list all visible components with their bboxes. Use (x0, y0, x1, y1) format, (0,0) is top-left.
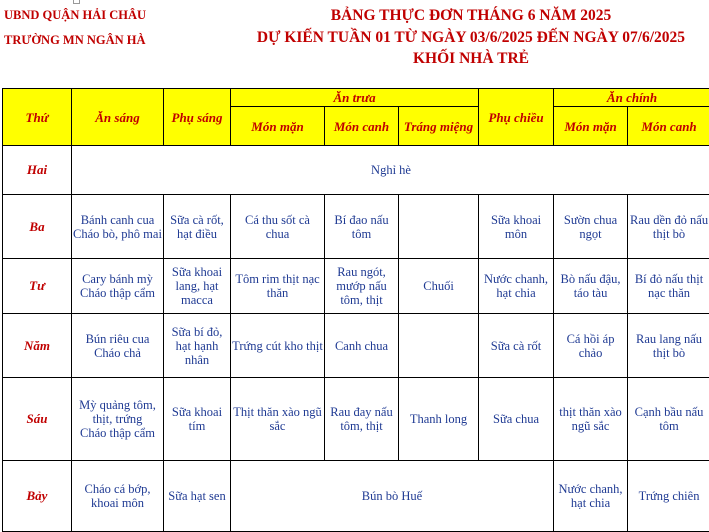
lunch-merged-cell: Bún bò Huế (231, 461, 554, 532)
afternoon-snack-cell: Sữa khoai môn (479, 195, 554, 259)
col-header-day: Thứ (3, 89, 72, 146)
breakfast-cell: Cary bánh mỳ Cháo thập cẩm (72, 259, 164, 314)
table-row-mon (3, 146, 709, 195)
menu-title: BẢNG THỰC ĐƠN THÁNG 6 NĂM 2025 (230, 7, 709, 25)
org-district: UBND QUẬN HẢI CHÂU (4, 8, 146, 23)
lunch-soup-cell: Bí đao nấu tôm (325, 195, 399, 259)
morning-snack-cell: Sữa khoai tím (164, 378, 231, 461)
dinner-soup-cell: Bí đỏ nấu thịt nạc thăn (628, 259, 709, 314)
menu-group: KHỐI NHÀ TRẺ (230, 50, 709, 68)
col-header-dinner-main: Món mặn (554, 107, 628, 146)
afternoon-snack-cell: Nước chanh, hạt chia (554, 461, 628, 532)
lunch-soup-cell: Canh chua (325, 314, 399, 378)
morning-snack-cell: Sữa hạt sen (164, 461, 231, 532)
afternoon-snack-cell: Sữa cà rốt (479, 314, 554, 378)
morning-snack-cell: Sữa khoai lang, hạt macca (164, 259, 231, 314)
col-header-breakfast: Ăn sáng (72, 89, 164, 146)
cursor-marker (73, 0, 80, 4)
dinner-soup-cell: Rau dền đỏ nấu thịt bò (628, 195, 709, 259)
col-header-dinner-soup: Món canh (628, 107, 709, 146)
dinner-main-cell: Trứng chiên (628, 461, 709, 532)
afternoon-snack-cell: Sữa chua (479, 378, 554, 461)
lunch-dessert-cell: Chuối (399, 259, 479, 314)
day-label: Ba (3, 195, 72, 259)
table-row-wed (3, 259, 709, 314)
dinner-main-cell: Cá hồi áp chảo (554, 314, 628, 378)
table-row-thu (3, 314, 709, 378)
morning-snack-cell: Sữa bí đỏ, hạt hạnh nhân (164, 314, 231, 378)
lunch-soup-cell: Rau ngót, mướp nấu tôm, thịt (325, 259, 399, 314)
lunch-main-cell: Cá thu sốt cà chua (231, 195, 325, 259)
holiday-note (72, 146, 709, 195)
breakfast-cell: Mỳ quảng tôm, thịt, trứng Cháo thập cẩm (72, 378, 164, 461)
lunch-main-cell: Trứng cút kho thịt (231, 314, 325, 378)
breakfast-cell: Bún riêu cua Cháo chả (72, 314, 164, 378)
day-label: Năm (3, 314, 72, 378)
morning-snack-cell: Sữa cà rốt, hạt điều (164, 195, 231, 259)
lunch-dessert-cell: Thanh long (399, 378, 479, 461)
lunch-soup-cell: Rau đay nấu tôm, thịt (325, 378, 399, 461)
org-school: TRƯỜNG MN NGÂN HÀ (4, 33, 146, 48)
dinner-soup-cell: Rau lang nấu thịt bò (628, 314, 709, 378)
col-header-afternoon-snack: Phụ chiều (479, 89, 554, 146)
col-header-lunch-soup: Món canh (325, 107, 399, 146)
table-row-tue (3, 195, 709, 259)
day-label: Tư (3, 259, 72, 314)
col-header-lunch-main: Món mặn (231, 107, 325, 146)
lunch-dessert-cell (399, 314, 479, 378)
col-header-lunch: Ăn trưa (231, 89, 479, 107)
day-label: Bảy (3, 461, 72, 532)
dinner-main-cell: Bò nấu đậu, táo tàu (554, 259, 628, 314)
day-label: Hai (3, 146, 72, 195)
lunch-main-cell: Thịt thăn xào ngũ sắc (231, 378, 325, 461)
breakfast-cell: Bánh canh cua Cháo bò, phô mai (72, 195, 164, 259)
col-header-lunch-dessert: Tráng miệng (399, 107, 479, 146)
dinner-main-cell: thịt thăn xào ngũ sắc (554, 378, 628, 461)
breakfast-cell: Cháo cá bớp, khoai môn (72, 461, 164, 532)
holiday-note-text: Nghỉ hè (371, 163, 411, 177)
table-row-sat (3, 461, 709, 532)
col-header-dinner: Ăn chính (554, 89, 709, 107)
lunch-dessert-cell (399, 195, 479, 259)
dinner-main-cell: Sườn chua ngọt (554, 195, 628, 259)
afternoon-snack-cell: Nước chanh, hạt chia (479, 259, 554, 314)
menu-table (2, 88, 709, 532)
col-header-morning-snack: Phụ sáng (164, 89, 231, 146)
dinner-soup-cell: Cạnh bầu nấu tôm (628, 378, 709, 461)
lunch-main-cell: Tôm rim thịt nạc thăn (231, 259, 325, 314)
day-label: Sáu (3, 378, 72, 461)
table-row-fri (3, 378, 709, 461)
menu-week-range: DỰ KIẾN TUẦN 01 TỪ NGÀY 03/6/2025 ĐẾN NGÀY 07/6/2025 (230, 29, 709, 47)
header-row-1 (3, 89, 709, 107)
